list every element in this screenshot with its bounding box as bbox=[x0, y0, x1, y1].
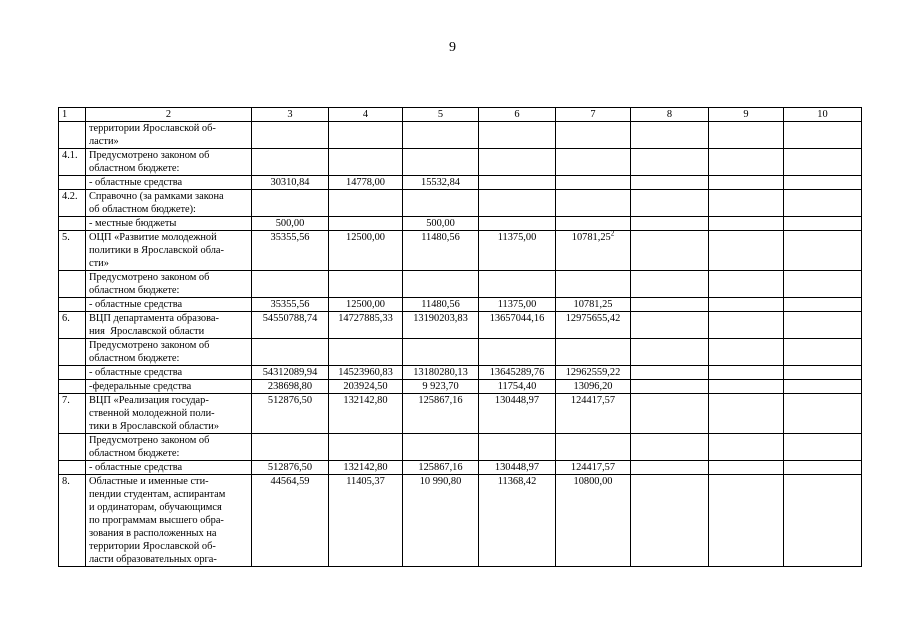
value-cell-col-8 bbox=[631, 394, 709, 434]
value-cell-col-5 bbox=[403, 339, 479, 366]
value-text: 12962559,22 bbox=[565, 367, 621, 378]
value-text: 125867,16 bbox=[418, 462, 463, 473]
value-cell-col-5 bbox=[403, 461, 479, 475]
value-cell-col-4 bbox=[329, 149, 403, 176]
value-cell-col-9 bbox=[709, 271, 784, 298]
value-cell-col-4 bbox=[329, 176, 403, 190]
value-cell-col-9 bbox=[709, 122, 784, 149]
value-cell-col-8 bbox=[631, 190, 709, 217]
value-cell-col-4 bbox=[329, 190, 403, 217]
value-text: 11375,00 bbox=[497, 299, 537, 310]
value-text: 12975655,42 bbox=[565, 313, 621, 324]
header-cell: 6 bbox=[479, 108, 556, 122]
value-text: 35355,56 bbox=[270, 299, 310, 310]
value-cell-col-8 bbox=[631, 298, 709, 312]
value-text: 12500,00 bbox=[346, 232, 385, 243]
row-name-text: - областные средства bbox=[89, 367, 183, 378]
header-cell: 4 bbox=[329, 108, 403, 122]
value-cell-col-5 bbox=[403, 380, 479, 394]
value-text: 500,00 bbox=[426, 218, 455, 229]
header-row bbox=[59, 108, 862, 122]
table-row bbox=[59, 176, 862, 190]
value-cell-col-4 bbox=[329, 122, 403, 149]
value-cell-col-6 bbox=[479, 217, 556, 231]
value-cell-col-4 bbox=[329, 434, 403, 461]
header-cell: 5 bbox=[403, 108, 479, 122]
value-cell-col-9 bbox=[709, 366, 784, 380]
row-name-cell bbox=[86, 366, 252, 380]
table-row bbox=[59, 339, 862, 366]
row-name-cell bbox=[86, 394, 252, 434]
value-cell-col-3 bbox=[252, 176, 329, 190]
row-number-cell: 7. bbox=[59, 394, 86, 434]
value-text: 13180280,13 bbox=[413, 367, 468, 378]
value-text: 11405,37 bbox=[346, 476, 385, 487]
value-cell-col-10 bbox=[784, 434, 862, 461]
value-cell-col-10 bbox=[784, 190, 862, 217]
value-cell-col-5 bbox=[403, 217, 479, 231]
value-text: 10 990,80 bbox=[419, 476, 462, 487]
row-name-text: Предусмотрено законом об областном бюджете: bbox=[89, 340, 210, 364]
value-cell-col-10 bbox=[784, 339, 862, 366]
row-name-cell bbox=[86, 298, 252, 312]
row-name-cell bbox=[86, 339, 252, 366]
value-cell-col-7 bbox=[556, 394, 631, 434]
value-cell-col-4 bbox=[329, 475, 403, 567]
value-cell-col-4 bbox=[329, 461, 403, 475]
value-cell-col-5 bbox=[403, 434, 479, 461]
value-cell-col-5 bbox=[403, 176, 479, 190]
value-cell-col-7 bbox=[556, 231, 631, 271]
value-cell-col-8 bbox=[631, 461, 709, 475]
value-cell-col-3 bbox=[252, 271, 329, 298]
value-cell-col-5 bbox=[403, 475, 479, 567]
value-text: 44564,59 bbox=[270, 476, 310, 487]
row-number-cell: 6. bbox=[59, 312, 86, 339]
value-text: 13645289,76 bbox=[489, 367, 545, 378]
value-cell-col-10 bbox=[784, 366, 862, 380]
value-text: 10800,00 bbox=[573, 476, 613, 487]
value-cell-col-9 bbox=[709, 149, 784, 176]
row-number-cell bbox=[59, 380, 86, 394]
value-cell-col-5 bbox=[403, 312, 479, 339]
value-cell-col-5 bbox=[403, 190, 479, 217]
row-name-text: Предусмотрено законом об областном бюджете: bbox=[89, 150, 210, 174]
row-number-cell bbox=[59, 434, 86, 461]
value-cell-col-5 bbox=[403, 298, 479, 312]
value-text: 130448,97 bbox=[494, 462, 540, 473]
value-cell-col-7 bbox=[556, 176, 631, 190]
value-cell-col-4 bbox=[329, 380, 403, 394]
budget-table bbox=[58, 107, 862, 567]
value-cell-col-6 bbox=[479, 339, 556, 366]
value-cell-col-3 bbox=[252, 366, 329, 380]
value-cell-col-7 bbox=[556, 122, 631, 149]
row-number-cell: 8. bbox=[59, 475, 86, 567]
row-name-text: ВЦП департамента образова- ния Ярославской области bbox=[89, 313, 219, 337]
value-cell-col-9 bbox=[709, 190, 784, 217]
value-cell-col-3 bbox=[252, 380, 329, 394]
value-cell-col-3 bbox=[252, 217, 329, 231]
value-cell-col-6 bbox=[479, 176, 556, 190]
row-name-cell bbox=[86, 231, 252, 271]
value-text: 512876,50 bbox=[267, 395, 313, 406]
value-cell-col-6 bbox=[479, 394, 556, 434]
value-text: 125867,16 bbox=[418, 395, 463, 406]
value-cell-col-7 bbox=[556, 298, 631, 312]
value-text: 238698,80 bbox=[267, 381, 313, 392]
row-name-cell bbox=[86, 434, 252, 461]
value-cell-col-8 bbox=[631, 271, 709, 298]
value-text: 14727885,33 bbox=[338, 313, 393, 324]
value-cell-col-7 bbox=[556, 339, 631, 366]
value-cell-col-7 bbox=[556, 380, 631, 394]
value-cell-col-6 bbox=[479, 149, 556, 176]
row-number-cell bbox=[59, 217, 86, 231]
value-cell-col-8 bbox=[631, 217, 709, 231]
value-cell-col-9 bbox=[709, 339, 784, 366]
value-cell-col-3 bbox=[252, 434, 329, 461]
value-cell-col-10 bbox=[784, 312, 862, 339]
value-cell-col-3 bbox=[252, 312, 329, 339]
value-cell-col-7 bbox=[556, 434, 631, 461]
value-text: 35355,56 bbox=[270, 232, 310, 243]
value-text: 11375,00 bbox=[497, 232, 537, 243]
value-cell-col-7 bbox=[556, 475, 631, 567]
value-cell-col-6 bbox=[479, 366, 556, 380]
value-cell-col-7 bbox=[556, 149, 631, 176]
row-name-cell bbox=[86, 176, 252, 190]
value-cell-col-7 bbox=[556, 217, 631, 231]
value-cell-col-8 bbox=[631, 380, 709, 394]
value-cell-col-10 bbox=[784, 231, 862, 271]
value-cell-col-9 bbox=[709, 394, 784, 434]
row-number-cell: 4.1. bbox=[59, 149, 86, 176]
value-cell-col-3 bbox=[252, 298, 329, 312]
value-cell-col-4 bbox=[329, 339, 403, 366]
value-cell-col-4 bbox=[329, 271, 403, 298]
row-number-cell bbox=[59, 122, 86, 149]
value-text: 132142,80 bbox=[343, 462, 388, 473]
value-cell-col-3 bbox=[252, 122, 329, 149]
value-cell-col-7 bbox=[556, 461, 631, 475]
page-number: 9 bbox=[449, 40, 456, 55]
value-cell-col-6 bbox=[479, 298, 556, 312]
value-text: 30310,84 bbox=[270, 177, 310, 188]
value-cell-col-10 bbox=[784, 394, 862, 434]
value-cell-col-10 bbox=[784, 217, 862, 231]
value-cell-col-4 bbox=[329, 312, 403, 339]
value-cell-col-10 bbox=[784, 149, 862, 176]
value-text: 11754,40 bbox=[497, 381, 537, 392]
table-row bbox=[59, 231, 862, 271]
value-cell-col-10 bbox=[784, 380, 862, 394]
header-cell: 2 bbox=[86, 108, 252, 122]
value-text: 10781,25 bbox=[573, 299, 613, 310]
value-text: 54550788,74 bbox=[262, 313, 318, 324]
row-name-text: Справочно (за рамками закона об областном бюджете): bbox=[89, 191, 224, 215]
row-name-cell bbox=[86, 149, 252, 176]
value-cell-col-8 bbox=[631, 312, 709, 339]
row-name-text: - областные средства bbox=[89, 177, 183, 188]
value-cell-col-3 bbox=[252, 339, 329, 366]
row-name-cell bbox=[86, 271, 252, 298]
value-text: 14523960,83 bbox=[338, 367, 393, 378]
footnote-marker: 2 bbox=[610, 230, 615, 238]
table-row bbox=[59, 461, 862, 475]
row-name-cell bbox=[86, 475, 252, 567]
table-row bbox=[59, 122, 862, 149]
header-cell: 9 bbox=[709, 108, 784, 122]
value-cell-col-3 bbox=[252, 149, 329, 176]
value-text: 130448,97 bbox=[494, 395, 540, 406]
value-cell-col-3 bbox=[252, 231, 329, 271]
value-cell-col-5 bbox=[403, 149, 479, 176]
value-cell-col-10 bbox=[784, 298, 862, 312]
value-text: 13190203,83 bbox=[413, 313, 468, 324]
row-number-cell bbox=[59, 298, 86, 312]
row-name-text: Предусмотрено законом об областном бюджете: bbox=[89, 435, 210, 459]
value-text: 10781,25 bbox=[571, 232, 611, 243]
value-cell-col-7 bbox=[556, 190, 631, 217]
header-cell: 3 bbox=[252, 108, 329, 122]
value-cell-col-4 bbox=[329, 298, 403, 312]
value-cell-col-9 bbox=[709, 475, 784, 567]
row-number-cell bbox=[59, 176, 86, 190]
value-text: 124417,57 bbox=[570, 462, 616, 473]
row-number-cell bbox=[59, 339, 86, 366]
value-cell-col-6 bbox=[479, 380, 556, 394]
value-cell-col-5 bbox=[403, 271, 479, 298]
value-text: 11480,56 bbox=[421, 232, 460, 243]
value-cell-col-8 bbox=[631, 122, 709, 149]
value-cell-col-4 bbox=[329, 231, 403, 271]
value-cell-col-8 bbox=[631, 231, 709, 271]
value-text: 500,00 bbox=[275, 218, 305, 229]
value-cell-col-8 bbox=[631, 176, 709, 190]
row-name-text: - областные средства bbox=[89, 462, 183, 473]
row-name-text: территории Ярославской об- ласти» bbox=[89, 123, 216, 147]
value-cell-col-9 bbox=[709, 298, 784, 312]
value-cell-col-7 bbox=[556, 312, 631, 339]
row-number-cell bbox=[59, 461, 86, 475]
row-name-cell bbox=[86, 380, 252, 394]
row-name-cell bbox=[86, 122, 252, 149]
row-number-cell bbox=[59, 271, 86, 298]
value-cell-col-4 bbox=[329, 217, 403, 231]
table-row bbox=[59, 434, 862, 461]
value-cell-col-9 bbox=[709, 461, 784, 475]
value-cell-col-9 bbox=[709, 434, 784, 461]
value-cell-col-5 bbox=[403, 122, 479, 149]
value-cell-col-8 bbox=[631, 149, 709, 176]
value-text: 15532,84 bbox=[421, 177, 460, 188]
value-cell-col-9 bbox=[709, 176, 784, 190]
value-cell-col-6 bbox=[479, 434, 556, 461]
table-row bbox=[59, 380, 862, 394]
value-cell-col-6 bbox=[479, 475, 556, 567]
table-row bbox=[59, 366, 862, 380]
value-cell-col-6 bbox=[479, 122, 556, 149]
value-cell-col-10 bbox=[784, 461, 862, 475]
value-cell-col-3 bbox=[252, 475, 329, 567]
value-cell-col-10 bbox=[784, 271, 862, 298]
row-name-cell bbox=[86, 461, 252, 475]
value-text: 54312089,94 bbox=[262, 367, 318, 378]
value-text: 124417,57 bbox=[570, 395, 616, 406]
value-cell-col-6 bbox=[479, 312, 556, 339]
row-name-cell bbox=[86, 312, 252, 339]
value-text: 12500,00 bbox=[346, 299, 385, 310]
table-row bbox=[59, 298, 862, 312]
value-text: 512876,50 bbox=[267, 462, 313, 473]
value-cell-col-10 bbox=[784, 176, 862, 190]
value-cell-col-8 bbox=[631, 339, 709, 366]
value-cell-col-4 bbox=[329, 366, 403, 380]
table-row bbox=[59, 475, 862, 567]
value-cell-col-8 bbox=[631, 475, 709, 567]
row-name-text: -федеральные средства bbox=[89, 381, 192, 392]
value-text: 13657044,16 bbox=[489, 313, 545, 324]
row-number-cell: 5. bbox=[59, 231, 86, 271]
value-cell-col-7 bbox=[556, 271, 631, 298]
table-row bbox=[59, 394, 862, 434]
value-cell-col-5 bbox=[403, 394, 479, 434]
value-text: 11480,56 bbox=[421, 299, 460, 310]
value-cell-col-6 bbox=[479, 271, 556, 298]
value-cell-col-9 bbox=[709, 380, 784, 394]
value-cell-col-6 bbox=[479, 461, 556, 475]
value-cell-col-10 bbox=[784, 122, 862, 149]
row-name-text: Предусмотрено законом об областном бюджете: bbox=[89, 272, 210, 296]
value-cell-col-3 bbox=[252, 190, 329, 217]
row-name-text: - местные бюджеты bbox=[89, 218, 177, 229]
table-row bbox=[59, 190, 862, 217]
value-cell-col-9 bbox=[709, 217, 784, 231]
header-cell: 7 bbox=[556, 108, 631, 122]
value-cell-col-4 bbox=[329, 394, 403, 434]
value-cell-col-9 bbox=[709, 312, 784, 339]
table-row bbox=[59, 271, 862, 298]
row-name-text: - областные средства bbox=[89, 299, 183, 310]
value-cell-col-5 bbox=[403, 231, 479, 271]
value-cell-col-3 bbox=[252, 461, 329, 475]
value-text: 13096,20 bbox=[573, 381, 613, 392]
value-cell-col-6 bbox=[479, 190, 556, 217]
header-cell: 1 bbox=[59, 108, 86, 122]
value-cell-col-8 bbox=[631, 366, 709, 380]
value-cell-col-3 bbox=[252, 394, 329, 434]
row-number-cell: 4.2. bbox=[59, 190, 86, 217]
value-text: 11368,42 bbox=[497, 476, 537, 487]
row-name-text: Областные и именные сти- пендии студентам, аспирантам и ординаторам, обучающимся по программам высшего обра- зования в расположенных на территории Ярославской об- ласти образовательных орга- bbox=[89, 476, 226, 565]
value-text: 9 923,70 bbox=[422, 381, 459, 392]
header-cell: 8 bbox=[631, 108, 709, 122]
table-body bbox=[59, 108, 862, 567]
row-name-text: ОЦП «Развитие молодежной политики в Ярославской обла- сти» bbox=[89, 232, 224, 269]
row-name-cell bbox=[86, 190, 252, 217]
header-cell: 10 bbox=[784, 108, 862, 122]
table-row bbox=[59, 217, 862, 231]
row-number-cell bbox=[59, 366, 86, 380]
value-cell-col-9 bbox=[709, 231, 784, 271]
table-row bbox=[59, 312, 862, 339]
value-cell-col-8 bbox=[631, 434, 709, 461]
row-name-cell bbox=[86, 217, 252, 231]
value-cell-col-6 bbox=[479, 231, 556, 271]
value-cell-col-7 bbox=[556, 366, 631, 380]
value-text: 203924,50 bbox=[343, 381, 388, 392]
table-row bbox=[59, 149, 862, 176]
value-text: 132142,80 bbox=[343, 395, 388, 406]
value-cell-col-10 bbox=[784, 475, 862, 567]
value-cell-col-5 bbox=[403, 366, 479, 380]
row-name-text: ВЦП «Реализация государ- ственной молодежной поли- тики в Ярославской области» bbox=[89, 395, 220, 432]
value-text: 14778,00 bbox=[346, 177, 385, 188]
